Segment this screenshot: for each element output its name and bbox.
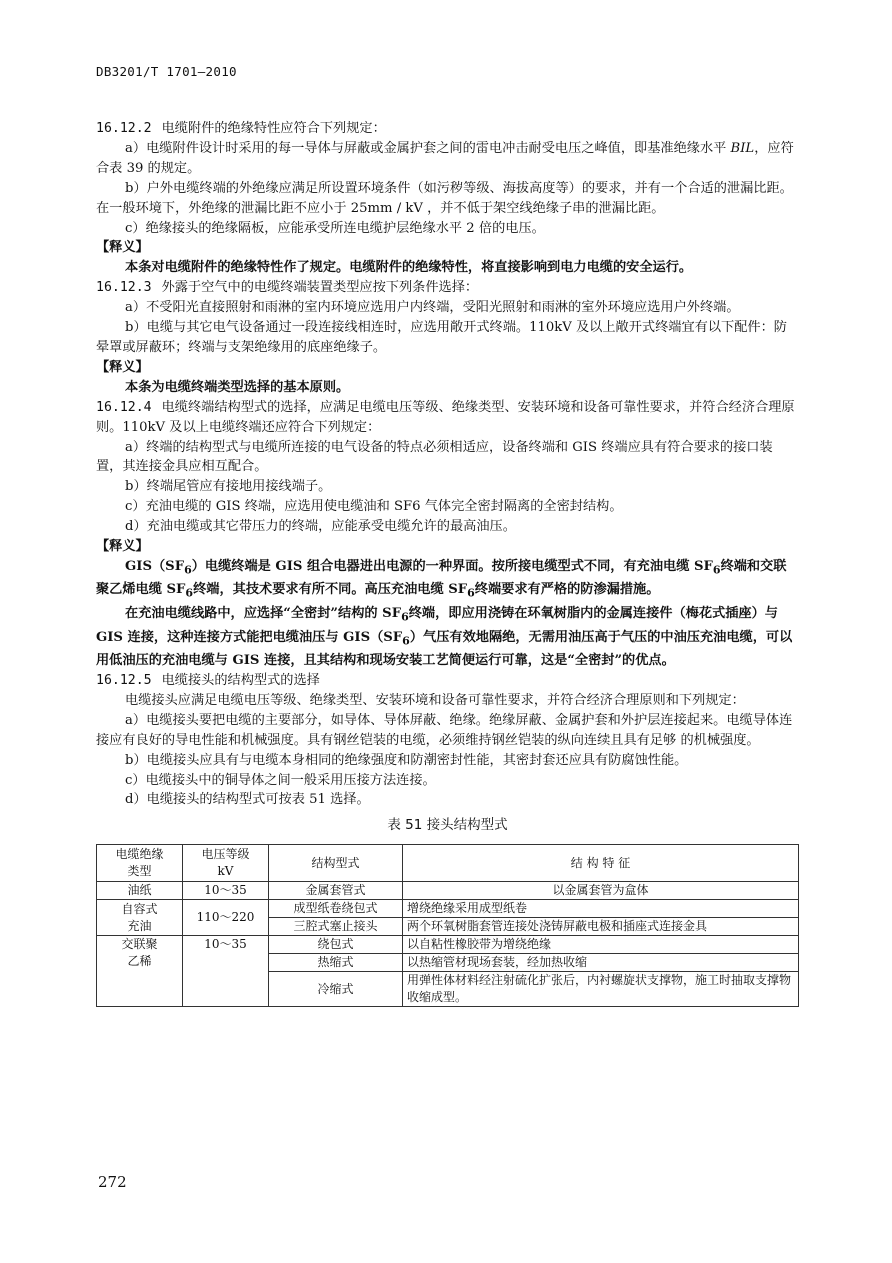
- table-title: 表 51 接头结构型式: [387, 817, 508, 834]
- clause-intro: 电缆接头应满足电缆电压等级、绝缘类型、安装环境和设备可靠性要求，并符合经济合理原则和下列规定：: [125, 692, 745, 708]
- interpretation-text: 在充油电缆线路中，应选择“全密封”结构的 $SF_6$终端，即应用浇铸在环氧树脂内的金属连接件（梅花式插座）与 GIS 连接，这种连接方式能把电缆油压与 $GIS(SF_6)$气压有效地隔绝，无需用油压高于气压的中油压充油电缆，可以用低油压的充油电缆与 GIS 连接，且其结构和现场安装工艺简便运行可靠，这是“全密封”的优点。: [96, 606, 793, 669]
- cell-insulation: 交联聚 乙稀: [97, 936, 183, 1007]
- cell-insulation: 自容式 充油: [97, 900, 183, 936]
- clause-title: 电缆终端结构型式的选择，应满足电缆电压等级、绝缘类型、安装环境和设备可靠性要求，并符合经济合理原则。110kV 及以上电缆终端还应符合下列规定：: [96, 399, 795, 435]
- clause-heading: [96, 278, 799, 298]
- clause-item-a: a）终端的结构型式与电缆所连接的电气设备的特点必须相适应，设备终端和 GIS 终端应具有符合要求的接口装置，其连接金具应相互配合。: [96, 439, 773, 475]
- clause-item-a: [96, 139, 799, 179]
- cell-structure: 冷缩式: [269, 972, 403, 1007]
- header-insulation-type: 电缆绝缘 类型: [97, 845, 183, 882]
- joint-structure-table: [96, 844, 799, 1007]
- table-row: [97, 882, 799, 900]
- clause-number: 16.12.2: [96, 121, 152, 136]
- cell-voltage: 10～35: [183, 936, 269, 1007]
- clause-item-d: d）充油电缆或其它带压力的终端，应能承受电缆允许的最高油压。: [125, 519, 516, 535]
- clause-heading: [96, 119, 799, 139]
- item-text: ，应符合表 39 的规定。: [96, 140, 794, 176]
- interpretation-text: $GIS(SF_6)$电缆终端是 GIS 组合电器进出电源的一种界面。按所接电缆型式不同，有充油电缆 $SF_6$终端和交联聚乙烯电缆 $SF_6$终端，其技术要求有所不同。高压充油电缆 $SF_6$终端要求有严格的防渗漏措施。: [96, 558, 787, 601]
- clause-item-d: d）电缆接头的结构型式可按表 51 选择。: [125, 792, 370, 808]
- clause-item-b: b）电缆接头应具有与电缆本身相同的绝缘强度和防潮密封性能，其密封套还应具有防腐蚀性能。: [125, 752, 688, 768]
- clause-number: 16.12.4: [96, 399, 152, 415]
- clause-number: 16.12.3: [96, 280, 152, 296]
- cell-structure: 三腔式塞止接头: [269, 918, 403, 936]
- clause-item-c: c）充油电缆的 GIS 终端，应选用使电缆油和 SF6 气体完全密封隔离的全密封结构。: [125, 499, 623, 515]
- clause-item-b: b）终端尾管应有接地用接线端子。: [125, 479, 332, 495]
- main-content: [96, 119, 799, 1007]
- page-number: 272: [98, 1173, 127, 1191]
- interpretation-text: 本条对电缆附件的绝缘特性作了规定。电缆附件的绝缘特性，将直接影响到电力电缆的安全运行。: [125, 260, 693, 276]
- cell-feature: 以金属套管为盒体: [403, 882, 799, 900]
- cell-feature: 用弹性体材料经注射硫化扩张后，内衬螺旋状支撑物，施工时抽取支撑物收缩成型。: [403, 972, 799, 1007]
- interpretation-heading: 【释义】: [96, 539, 149, 555]
- table-row: [97, 936, 799, 954]
- table-row: [97, 900, 799, 918]
- item-text: a）电缆附件设计时采用的每一导体与屏蔽或金属护套之间的雷电冲击耐受电压之峰值，即基准绝缘水平: [125, 140, 731, 156]
- interpretation-heading: 【释义】: [96, 359, 149, 375]
- clause-item-b: b）电缆与其它电气设备通过一段连接线相连时，应选用敞开式终端。110kV 及以上敞开式终端宜有以下配件：防晕罩或屏蔽环；终端与支架绝缘用的底座绝缘子。: [96, 320, 787, 355]
- cell-voltage: 10～35: [183, 882, 269, 900]
- clause-heading: [96, 398, 799, 438]
- clause-item-b: b）户外电缆终端的外绝缘应满足所设置环境条件（如污秽等级、海拔高度等）的要求，并有一个合适的泄漏比距。在一般环境下，外绝缘的泄漏比距不应小于 25mm / kV ，并不低于架空线绝缘子串的泄漏比距。: [96, 180, 793, 216]
- cell-structure: 热缩式: [269, 954, 403, 972]
- cell-insulation: 油纸: [97, 882, 183, 900]
- clause-item-c: c）绝缘接头的绝缘隔板，应能承受所连电缆护层绝缘水平 2 倍的电压。: [125, 220, 545, 236]
- cell-feature: 增绕绝缘采用成型纸卷: [403, 900, 799, 918]
- standard-code-header: DB3201/T 1701—2010: [96, 64, 237, 79]
- clause-number: 16.12.5: [96, 673, 152, 689]
- cell-feature: 以自粘性橡胶带为增绕绝缘: [403, 936, 799, 954]
- clause-title: 电缆接头的结构型式的选择: [161, 673, 320, 689]
- cell-feature: 两个环氧树脂套管连接处浇铸屏蔽电极和插座式连接金具: [403, 918, 799, 936]
- clause-title: 外露于空气中的电缆终端装置类型应按下列条件选择：: [161, 280, 479, 296]
- clause-heading: [96, 671, 799, 691]
- interpretation-heading: 【释义】: [96, 240, 149, 256]
- table-header-row: [97, 845, 799, 882]
- header-voltage-level: 电压等级 kV: [183, 845, 269, 882]
- clause-title: 电缆附件的绝缘特性应符合下列规定：: [161, 121, 386, 136]
- clause-item-c: c）电缆接头中的铜导体之间一般采用压接方法连接。: [125, 772, 436, 788]
- cell-voltage: 110～220: [183, 900, 269, 936]
- cell-structure: 绕包式: [269, 936, 403, 954]
- clause-item-a: a）不受阳光直接照射和雨淋的室内环境应选用户内终端，受阳光照射和雨淋的室外环境应选用户外终端。: [125, 300, 740, 316]
- interpretation-text: 本条为电缆终端类型选择的基本原则。: [125, 379, 350, 395]
- clause-item-a: a）电缆接头要把电缆的主要部分，如导体、导体屏蔽、绝缘。绝缘屏蔽、金属护套和外护层连接起来。电缆导体连接应有良好的导电性能和机械强度。具有钢丝铠装的电缆，必须维持钢丝铠装的纵向连续且具有足够 的机械强度。: [96, 712, 793, 748]
- header-structure-feature: 结 构 特 征: [403, 845, 799, 882]
- cell-structure: 金属套管式: [269, 882, 403, 900]
- bil-term: BIL: [730, 140, 755, 156]
- cell-feature: 以热缩管材现场套装，经加热收缩: [403, 954, 799, 972]
- cell-structure: 成型纸卷绕包式: [269, 900, 403, 918]
- header-structure-type: 结构型式: [269, 845, 403, 882]
